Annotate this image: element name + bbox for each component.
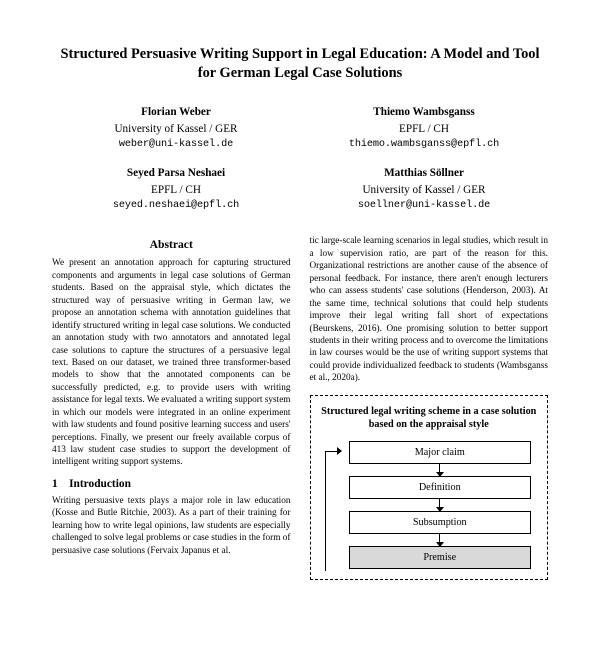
right-column-paragraph: tic large-scale learning scenarios in legal studies, which result in a low supervision ratio, are part of the reason for this. Organizational restrictions are another cause of the absence of personal feedback. For instance, there aren't enough lecturers who can assess students' case solutions (Henderson, 2003). At the same time, technical solutions that could help students improve their legal writing fall short of expectations (Beurskens, 2016). One promising solution to better support students in their writing process and to overcome the limitations in law courses would be the use of writing support systems that could provide individualized feedback to students (Wambsganss et al., 2020a).	[309, 236, 548, 384]
figure-caption-title: Structured legal writing scheme in a case solution based on the appraisal style	[321, 405, 537, 431]
author-column-left	[52, 105, 300, 227]
figure-1	[310, 395, 549, 580]
right-column	[310, 235, 549, 579]
author-entry	[300, 166, 548, 213]
left-column	[52, 235, 291, 579]
intro-paragraph: Writing persuasive texts plays a major role in law education (Kosse and Butle Ritchie, 2003). As a part of their training for learning how to write legal opinions, law students are especially challenged to solve legal problems or case studies in the form of persuasive case solutions (Fervaix Japanus et al.	[52, 495, 291, 556]
body-columns	[52, 235, 548, 579]
flow-left-rail	[325, 451, 326, 571]
flow-arrow-icon	[439, 464, 440, 476]
author-name: Florian Weber	[141, 106, 211, 119]
author-entry	[52, 166, 300, 213]
author-list	[52, 105, 548, 227]
section-number: 1	[52, 477, 58, 490]
author-name: Thiemo Wambsganss	[373, 106, 475, 119]
abstract-text: We present an annotation approach for capturing structured components and arguments in legal case solutions of German students. Based on the appraisal style, which dictates the structured way of persuasive writing in German law, we propose an annotation schema with annotation guidelines that identify structured writing in legal case solutions. We conducted an annotation study with two annotators and annotated legal case solutions to capture the structures of a persuasive legal text. Based on our dataset, we trained three transformer-based models to show that the annotated components can be successfully predicted, e.g. to provide users with writing assistance for legal texts. We evaluated a writing support system in which our models were integrated in an online experiment with law students and found positive learning success and users' perceptions. Finally, we present our freely available corpus of 413 law student case studies to support the development of intelligent writing support systems.	[52, 258, 291, 468]
author-name: Matthias Söllner	[384, 167, 464, 180]
flow-node-premise: Premise	[349, 546, 532, 569]
author-affiliation: EPFL / CH	[151, 183, 201, 196]
flow-arrow-icon	[439, 499, 440, 511]
paper-page	[0, 45, 600, 645]
author-entry	[300, 105, 548, 152]
author-column-right	[300, 105, 548, 227]
author-affiliation: University of Kassel / GER	[114, 122, 238, 135]
figure-flowchart	[321, 441, 538, 569]
flow-node-major-claim: Major claim	[349, 441, 532, 464]
author-email: thiemo.wambsganss@epfl.ch	[348, 138, 500, 150]
section-heading-introduction	[52, 478, 291, 490]
author-affiliation: University of Kassel / GER	[362, 183, 486, 196]
flow-node-definition: Definition	[349, 476, 532, 499]
author-email: seyed.neshaei@epfl.ch	[112, 200, 240, 212]
flow-entry-arrow-icon	[325, 451, 341, 452]
author-email: weber@uni-kassel.de	[118, 138, 234, 150]
page-title: Structured Persuasive Writing Support in Legal Education: A Model and Tool for German Legal Case Solutions	[60, 46, 540, 82]
author-name: Seyed Parsa Neshaei	[126, 167, 226, 180]
abstract-heading: Abstract	[149, 238, 193, 252]
author-entry	[52, 105, 300, 152]
author-email: soellner@uni-kassel.de	[357, 200, 491, 212]
author-affiliation: EPFL / CH	[399, 122, 449, 135]
flow-node-subsumption: Subsumption	[349, 511, 532, 534]
section-title: Introduction	[69, 477, 131, 490]
flow-arrow-icon	[439, 534, 440, 546]
